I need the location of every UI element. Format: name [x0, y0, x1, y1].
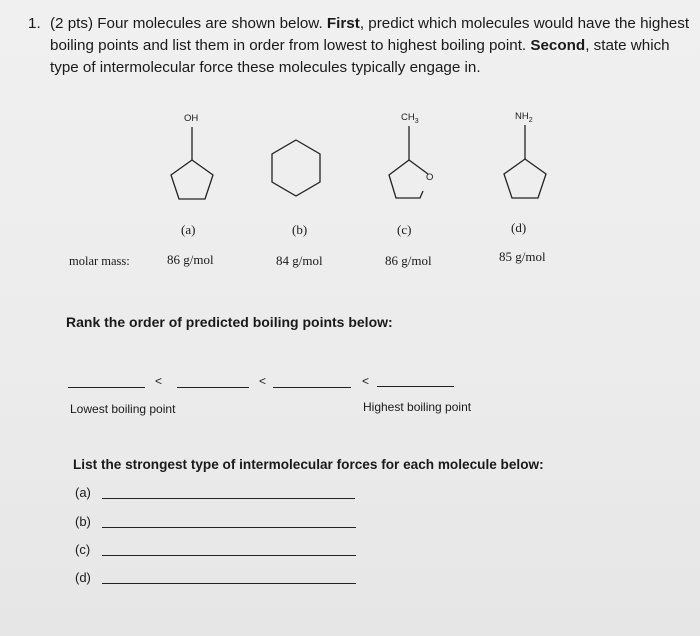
molecule-b-ring	[272, 140, 320, 196]
imf-item-c-blank[interactable]	[102, 555, 356, 556]
molecule-d-letter: (d)	[511, 220, 527, 235]
molecule-c-ring-bond-2	[389, 160, 423, 198]
imf-item-c-label: (c)	[75, 542, 91, 557]
rank-separator-1: <	[155, 374, 163, 388]
molecule-c-structure	[389, 126, 428, 198]
rank-blank-2[interactable]	[177, 387, 249, 388]
molar-mass-label: molar mass:	[69, 254, 130, 268]
molecule-a-structure	[171, 127, 213, 199]
rank-blank-3[interactable]	[273, 387, 351, 388]
molecule-c-ring-oxygen: O	[426, 172, 434, 183]
first-label: First	[326, 15, 360, 32]
molecule-a-substituent: OH	[184, 113, 199, 124]
molecule-a-letter: (a)	[181, 222, 196, 237]
lowest-boiling-label: Lowest boiling point	[70, 402, 176, 416]
rank-blank-1[interactable]	[68, 387, 145, 388]
second-label: Second	[530, 37, 586, 54]
imf-item-b-label: (b)	[75, 514, 91, 529]
molecule-d-substituent: $NH_2$	[515, 111, 533, 124]
question-intro: Four molecules are shown below.	[93, 15, 327, 32]
molecule-c-mass: 86 g/mol	[385, 253, 432, 268]
rank-separator-3: <	[362, 374, 370, 388]
molecule-d-structure	[504, 125, 546, 198]
question-first-text: , predict which molecules would have the highest boiling points and list them in order from lowest to highest boiling point.	[50, 15, 690, 54]
imf-item-a-label: (a)	[75, 485, 91, 500]
molecule-c-substituent: $CH_3$	[401, 112, 419, 125]
imf-item-a-blank[interactable]	[102, 498, 355, 499]
highest-boiling-label: Highest boiling point	[363, 400, 472, 414]
question-number: 1.	[28, 15, 41, 32]
molecule-b-mass: 84 g/mol	[276, 253, 323, 268]
molecule-d-mass: 85 g/mol	[499, 249, 546, 264]
molecule-a-mass: 86 g/mol	[167, 252, 214, 267]
rank-title: Rank the order of predicted boiling points below:	[66, 314, 393, 330]
question-second-text: , state which type of intermolecular force these molecules typically engage in.	[50, 37, 670, 76]
molecule-c-letter: (c)	[397, 222, 412, 237]
imf-item-d-blank[interactable]	[102, 583, 356, 584]
molecule-structures	[0, 0, 700, 240]
molecule-d-ring	[504, 159, 546, 198]
imf-title: List the strongest type of intermolecular forces for each molecule below:	[73, 457, 544, 472]
molecule-a-ring	[171, 160, 213, 199]
imf-item-b-blank[interactable]	[102, 527, 356, 528]
rank-separator-2: <	[259, 374, 267, 388]
rank-blank-4[interactable]	[377, 386, 454, 387]
molecule-b-letter: (b)	[292, 222, 308, 237]
question-points: (2 pts)	[50, 15, 94, 32]
imf-item-d-label: (d)	[75, 570, 91, 585]
